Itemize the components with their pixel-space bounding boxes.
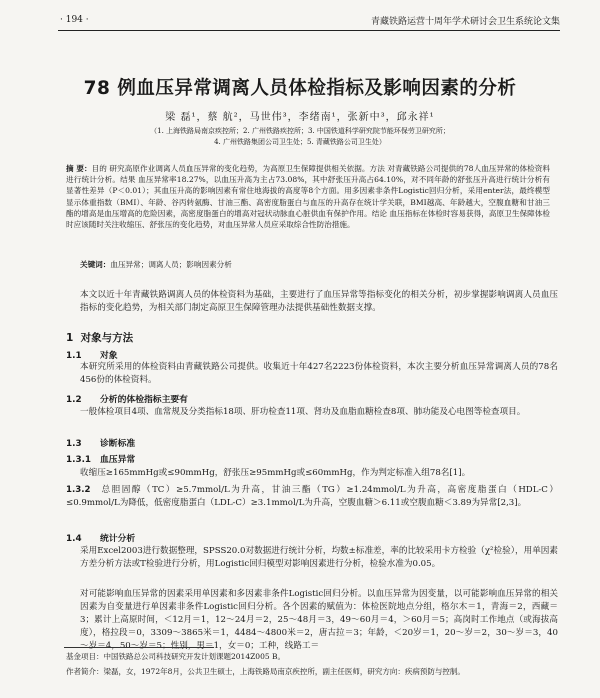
subsection-title: 统计分析 [100, 534, 136, 544]
abstract [66, 163, 550, 230]
subsection-number: 1.2 [66, 395, 82, 405]
subsection-title: 对象 [100, 351, 118, 361]
paragraph-1-1: 本研究所采用的体检资料由青藏铁路公司提供。收集近十年427名2223份体检资料，本次主要分析血压异常调离人员的78名456份的体检资料。 [80, 362, 558, 385]
keywords [80, 259, 550, 270]
subsection-text: 总胆固醇（TC）≥5.7mmol/L为升高，甘油三酯（TG）≥1.24mmol/L为升高，高密度脂蛋白（HDL-C）≤0.9mmol/L为降低，低密度脂蛋白（LDL-C）≥3.1mmol/L为升高，空腹血糖＞6.11或空腹血糖＜3.89为异常[2,3]。 [66, 485, 558, 508]
paragraph-1-4-b: 对可能影响血压异常的因素采用单因素和多因素非条件Logistic回归分析。以血压异常为因变量，以可能影响血压异常的相关因素为自变量进行单因素非条件Logistic回归分析。各个因素的赋值为：体检医院地点分组，格尔木＝1，青海＝2，西藏＝3；累计上高原时间，＜12月＝1，12～24月＝2，25～48月＝3，49～60月＝4，＞60月＝5；高岗时工作地点（或海拔高度），格拉段＝0，3309～3865米＝1，4484～4800米＝2，唐古拉＝3；年龄，＜20岁＝1，20～岁＝2，30～岁＝3，40～岁＝4，50～岁＝5；性别，男＝1，女＝0；工种，线路工＝ [80, 589, 558, 651]
running-header [60, 12, 560, 28]
authors: 梁 磊¹，蔡 航²，马世伟³，李绪南¹，张新中³，邱永祥¹ [165, 112, 435, 123]
affiliation-line-2: 4. 广州铁路集团公司卫生处；5. 青藏铁路公司卫生处） [214, 138, 386, 146]
section-title: 对象与方法 [80, 332, 134, 344]
subsection-heading-1-4 [66, 531, 135, 544]
subsection-title: 分析的体检指标主要有 [100, 395, 188, 405]
paragraph-1-3-2 [66, 484, 558, 510]
subsection-heading-1-3-1 [66, 452, 135, 465]
subsection-title: 诊断标准 [100, 439, 136, 449]
subsection-number: 1.3.1 [66, 455, 92, 465]
paragraph-1-4: 采用Excel2003进行数据整理，SPSS20.0对数据进行统计分析，均数±标准差，率的比较采用卡方检验（χ²检验），用单因素方差分析方法或T检验进行分析，用Logistic回归模型对影响因素进行分析，检验水准为0.05。 [80, 546, 558, 569]
subsection-number: 1.3.2 [66, 485, 91, 495]
header-rule [58, 30, 560, 31]
section-heading-1 [66, 330, 133, 345]
affiliation-line-1: （1. 上海铁路局南京疾控所；2. 广州铁路疾控所；3. 中国铁道科学研究院节能环保劳卫研究所； [150, 127, 450, 135]
footnote-author: 作者简介：梁磊，女，1972年8月，公共卫生硕士，上海铁路局南京疾控所，副主任医师，研究方向：疾病预防与控制。 [66, 667, 465, 676]
subsection-number: 1.3 [66, 439, 82, 449]
keywords-text: 血压异常；调离人员；影响因素分析 [110, 260, 232, 269]
subsection-number: 1.4 [66, 534, 82, 544]
subsection-heading-1-3 [66, 436, 135, 449]
intro-paragraph: 本文以近十年青藏铁路调离人员的体检资料为基础，主要进行了血压异常等指标变化的相关分析，初步掌握影响调离人员血压指标的变化趋势，为相关部门制定高原卫生保障管理办法提供基础性数据支撑。 [80, 290, 558, 313]
paper-title: 78 例血压异常调离人员体检指标及影响因素的分析 [83, 78, 517, 99]
paragraph-1-3-1: 收缩压≥165mmHg或≤90mmHg，舒张压≥95mmHg或≤60mmHg，作为判定标准入组78名[1]。 [80, 468, 471, 478]
journal-title: 青藏铁路运营十周年学术研讨会卫生系统论文集 [370, 16, 560, 27]
section-number: 1 [66, 332, 74, 344]
paragraph-1-2: 一般体检项目4项、血常规及分类指标18项、肝功检查11项、肾功及血脂血糖检查8项、肺功能及心电图等检查项目。 [80, 407, 526, 417]
footnote-rule [64, 647, 214, 648]
keywords-label: 关键词： [80, 260, 111, 269]
abstract-text: 目的 研究高原作业调离人员血压异常的变化趋势，为高原卫生保障提供相关依据。方法 对青藏铁路公司提供的78人血压异常的体检资料进行统计分析。结果 血压异常率18.27%，以血压升高为主占73.08%，其中舒张压升高占64.10%，对不同年龄的舒张压升高进行统计分析有显著性差异（P＜0.01）；其血压升高的影响因素有常住地海拔的高度等8个方面。用多因素非条件Logistic回归分析，采用enter法，最终模型显示体重指数（BMI）、年龄、谷丙转氨酶、甘油三酯、高密度脂蛋白与血压的升高存在统计学关联，BMI越高、年龄越大，空腹血糖和甘油三酯的增高是血压增高的危险因素，高密度脂蛋白的增高对冠状动脉血心脏供血有保护作用。结论 血压指标在体检时容易获得，高原卫生保障体检时应该随时关注收缩压、舒张压的变化趋势，对血压异常人员应采取综合性防治措施。 [66, 164, 550, 230]
subsection-heading-1-2 [66, 392, 188, 405]
page-number: · 194 · [60, 15, 89, 25]
abstract-label: 摘 要： [66, 164, 92, 173]
subsection-title: 血压异常 [100, 455, 136, 465]
subsection-heading-1-1 [66, 348, 118, 361]
footnote-funding: 基金项目：中国铁路总公司科技研究开发计划课题2014Z005 B。 [66, 652, 286, 661]
subsection-number: 1.1 [66, 351, 82, 361]
